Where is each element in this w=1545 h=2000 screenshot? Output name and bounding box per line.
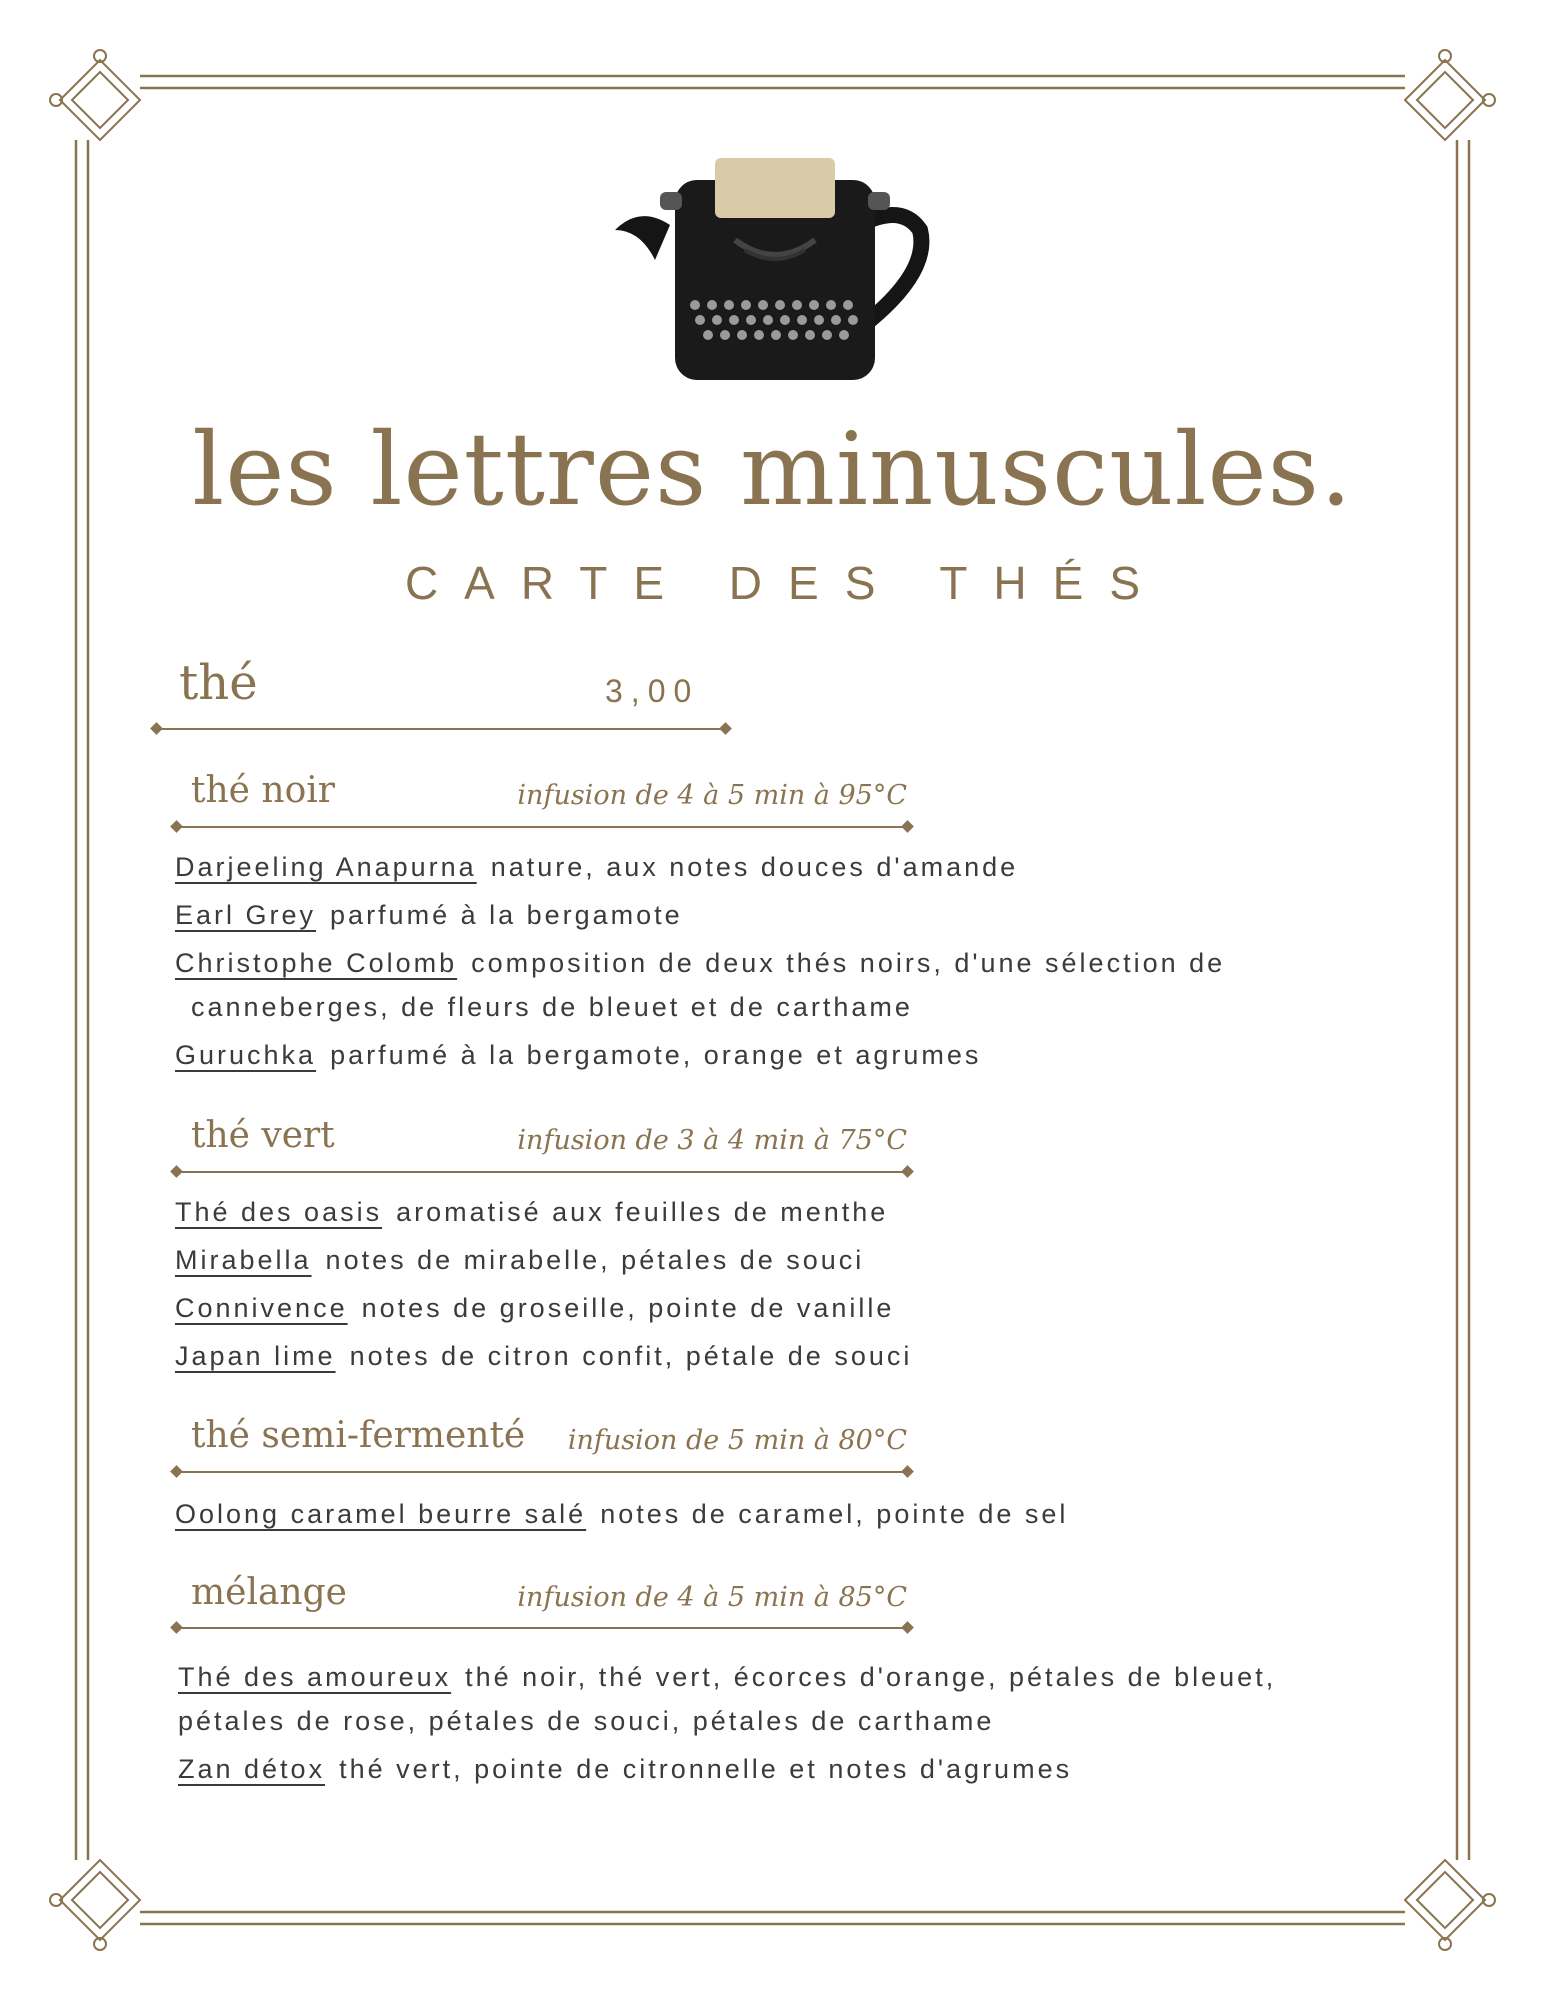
section-title: thé noir [191,770,335,811]
tea-name: Mirabella [175,1245,312,1275]
tea-description: parfumé à la bergamote, orange et agrumes [330,1040,982,1070]
tea-description: composition de deux thés noirs, d'une sélection de [471,948,1226,978]
section-header-semi [175,1415,915,1475]
infusion-note: infusion de 3 à 4 min à 75°C [517,1125,907,1156]
list-item [175,1238,1415,1282]
tea-name: Christophe Colomb [175,948,458,978]
tea-description: thé noir, thé vert, écorces d'orange, pétales de bleuet, [465,1662,1277,1692]
list-item [175,941,1415,1029]
tea-description: notes de caramel, pointe de sel [600,1499,1069,1529]
tea-description: notes de groseille, pointe de vanille [361,1293,895,1323]
typewriter-teapot-illustration [600,150,950,390]
list-item [175,1286,1415,1330]
list-item [175,1334,1415,1378]
tea-description: aromatisé aux feuilles de menthe [396,1197,889,1227]
list-item [175,845,1415,889]
section-items-noir [175,845,1415,1081]
section-items-semi [175,1492,1415,1540]
section-header-vert [175,1115,915,1175]
section-items-vert [175,1190,1415,1382]
tea-description: parfumé à la bergamote [330,900,683,930]
infusion-note: infusion de 4 à 5 min à 85°C [517,1582,907,1613]
tea-name: Oolong caramel beurre salé [175,1499,587,1529]
page-title: les lettres minuscules. [192,411,1353,528]
tea-name: Zan détox [178,1754,326,1784]
tea-description: thé vert, pointe de citronnelle et notes d'agrumes [339,1754,1073,1784]
list-item [178,1655,1418,1743]
list-item [175,1492,1415,1536]
tea-description: notes de mirabelle, pétales de souci [325,1245,865,1275]
section-title: thé semi-fermenté [191,1415,526,1456]
price-block [175,655,735,735]
tea-description: notes de citron confit, pétale de souci [349,1341,913,1371]
tea-description: nature, aux notes douces d'amande [490,852,1019,882]
tea-name: Guruchka [175,1040,317,1070]
section-header-noir [175,770,915,830]
tea-description-continued: canneberges, de fleurs de bleuet et de carthame [191,992,913,1022]
section-title: mélange [191,1572,347,1613]
tea-description-continued: pétales de rose, pétales de souci, pétales de carthame [178,1706,995,1736]
page-subtitle: CARTE DES THÉS [404,557,1167,609]
section-title: thé vert [191,1115,335,1156]
list-item [175,893,1415,937]
section-header-melange [175,1572,915,1632]
tea-name: Thé des amoureux [178,1662,452,1692]
tea-name: Japan lime [175,1341,336,1371]
infusion-note: infusion de 5 min à 80°C [567,1425,907,1456]
price-label: thé [179,655,258,711]
section-items-melange [178,1655,1418,1795]
tea-name: Thé des oasis [175,1197,383,1227]
tea-name: Connivence [175,1293,348,1323]
infusion-note: infusion de 4 à 5 min à 95°C [517,780,907,811]
list-item [178,1747,1418,1791]
price-value: 3,00 [605,673,700,709]
tea-name: Darjeeling Anapurna [175,852,477,882]
list-item [175,1190,1415,1234]
tea-name: Earl Grey [175,900,317,930]
list-item [175,1033,1415,1077]
